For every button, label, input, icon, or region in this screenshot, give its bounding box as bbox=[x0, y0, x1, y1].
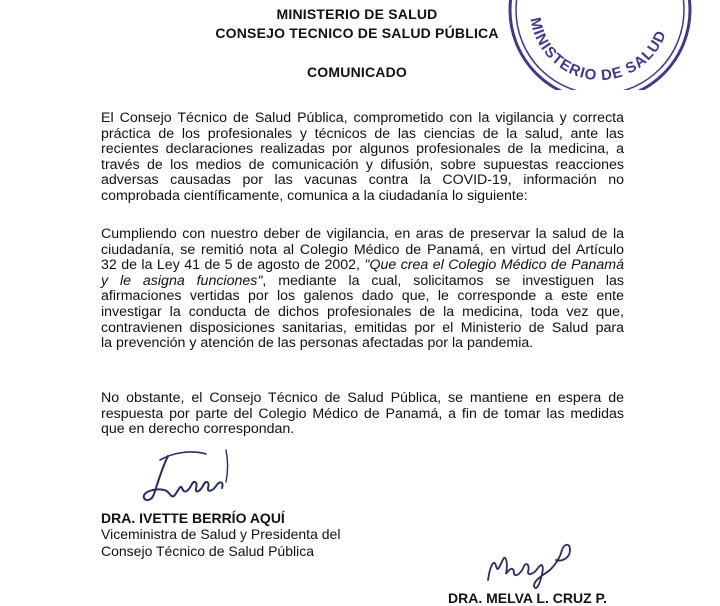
paragraph-intro bbox=[101, 111, 624, 205]
text-line: investigar la conducta de dichos profesionales de la medicina, toda vez que, bbox=[101, 303, 624, 320]
text-line bbox=[101, 274, 624, 290]
text-line: que en derecho correspondan. bbox=[101, 421, 295, 438]
text-fragment: , mediante la cual, solicitamos se investiguen las bbox=[262, 272, 624, 289]
law-title-quote-end: y le asigna funciones" bbox=[101, 272, 263, 289]
text-line: ciudadanía, se remitió nota al Colegio Médico de Panamá, en virtud del Artículo bbox=[101, 241, 624, 258]
text-line: adversas causadas por las vacunas contra la COVID-19, información no bbox=[101, 172, 624, 189]
text-line bbox=[101, 258, 624, 274]
council-name: CONSEJO TECNICO DE SALUD PÚBLICA bbox=[215, 25, 499, 41]
signatory-2-name: DRA. MELVA L. CRUZ P. bbox=[448, 590, 607, 606]
signature-berrio bbox=[140, 448, 250, 513]
document-title: COMUNICADO bbox=[307, 64, 407, 80]
signature-cruz bbox=[478, 536, 588, 596]
text-line: Cumpliendo con nuestro deber de vigilancia, en aras de preservar la salud de la bbox=[101, 226, 624, 242]
svg-text:MINISTERIO DE SALUD bbox=[526, 16, 670, 84]
text-line: afirmaciones vertidas por los galenos dado que, le corresponde a este ente bbox=[101, 288, 624, 305]
text-line: respuesta por parte del Colegio Médico de Panamá, a fin de tomar las medidas bbox=[101, 405, 624, 422]
signatory-1-name: DRA. IVETTE BERRÍO AQUÍ bbox=[101, 510, 285, 526]
text-line: No obstante, el Consejo Técnico de Salud Pública, se mantiene en espera de bbox=[101, 390, 624, 406]
law-title-quote: "Que crea el Colegio Médico de Panamá bbox=[364, 257, 624, 274]
text-line: comprobada científicamente, comunica a la ciudadanía lo siguiente: bbox=[101, 187, 528, 204]
text-line: contravienen disposiciones sanitarias, emitidas por el Ministerio de Salud para bbox=[101, 319, 624, 336]
ministry-name: MINISTERIO DE SALUD bbox=[276, 6, 438, 22]
law-reference: 32 de la Ley 41 de 5 de agosto de 2002, bbox=[101, 257, 365, 274]
signatory-1-title: Viceministra de Salud y Presidenta del bbox=[101, 526, 341, 542]
text-line: recientes declaraciones realizadas por algunos profesionales de la medicina, a bbox=[101, 141, 624, 158]
text-line: través de los medios de comunicación y difusión, sobre supuestas reacciones bbox=[101, 156, 624, 173]
text-line: práctica de los profesionales y técnicos de las ciencias de la salud, ante las bbox=[101, 125, 624, 142]
text-line: El Consejo Técnico de Salud Pública, comprometido con la vigilancia y correcta bbox=[101, 110, 624, 126]
paragraph-closing bbox=[101, 391, 624, 438]
stamp-text: MINISTERIO DE SALUD bbox=[526, 15, 671, 85]
signatory-1-title: Consejo Técnico de Salud Pública bbox=[101, 543, 314, 559]
paragraph-action bbox=[101, 227, 624, 352]
official-stamp bbox=[500, 0, 700, 90]
text-line: la prevención y atención de las personas afectadas por la pandemia. bbox=[101, 335, 534, 352]
